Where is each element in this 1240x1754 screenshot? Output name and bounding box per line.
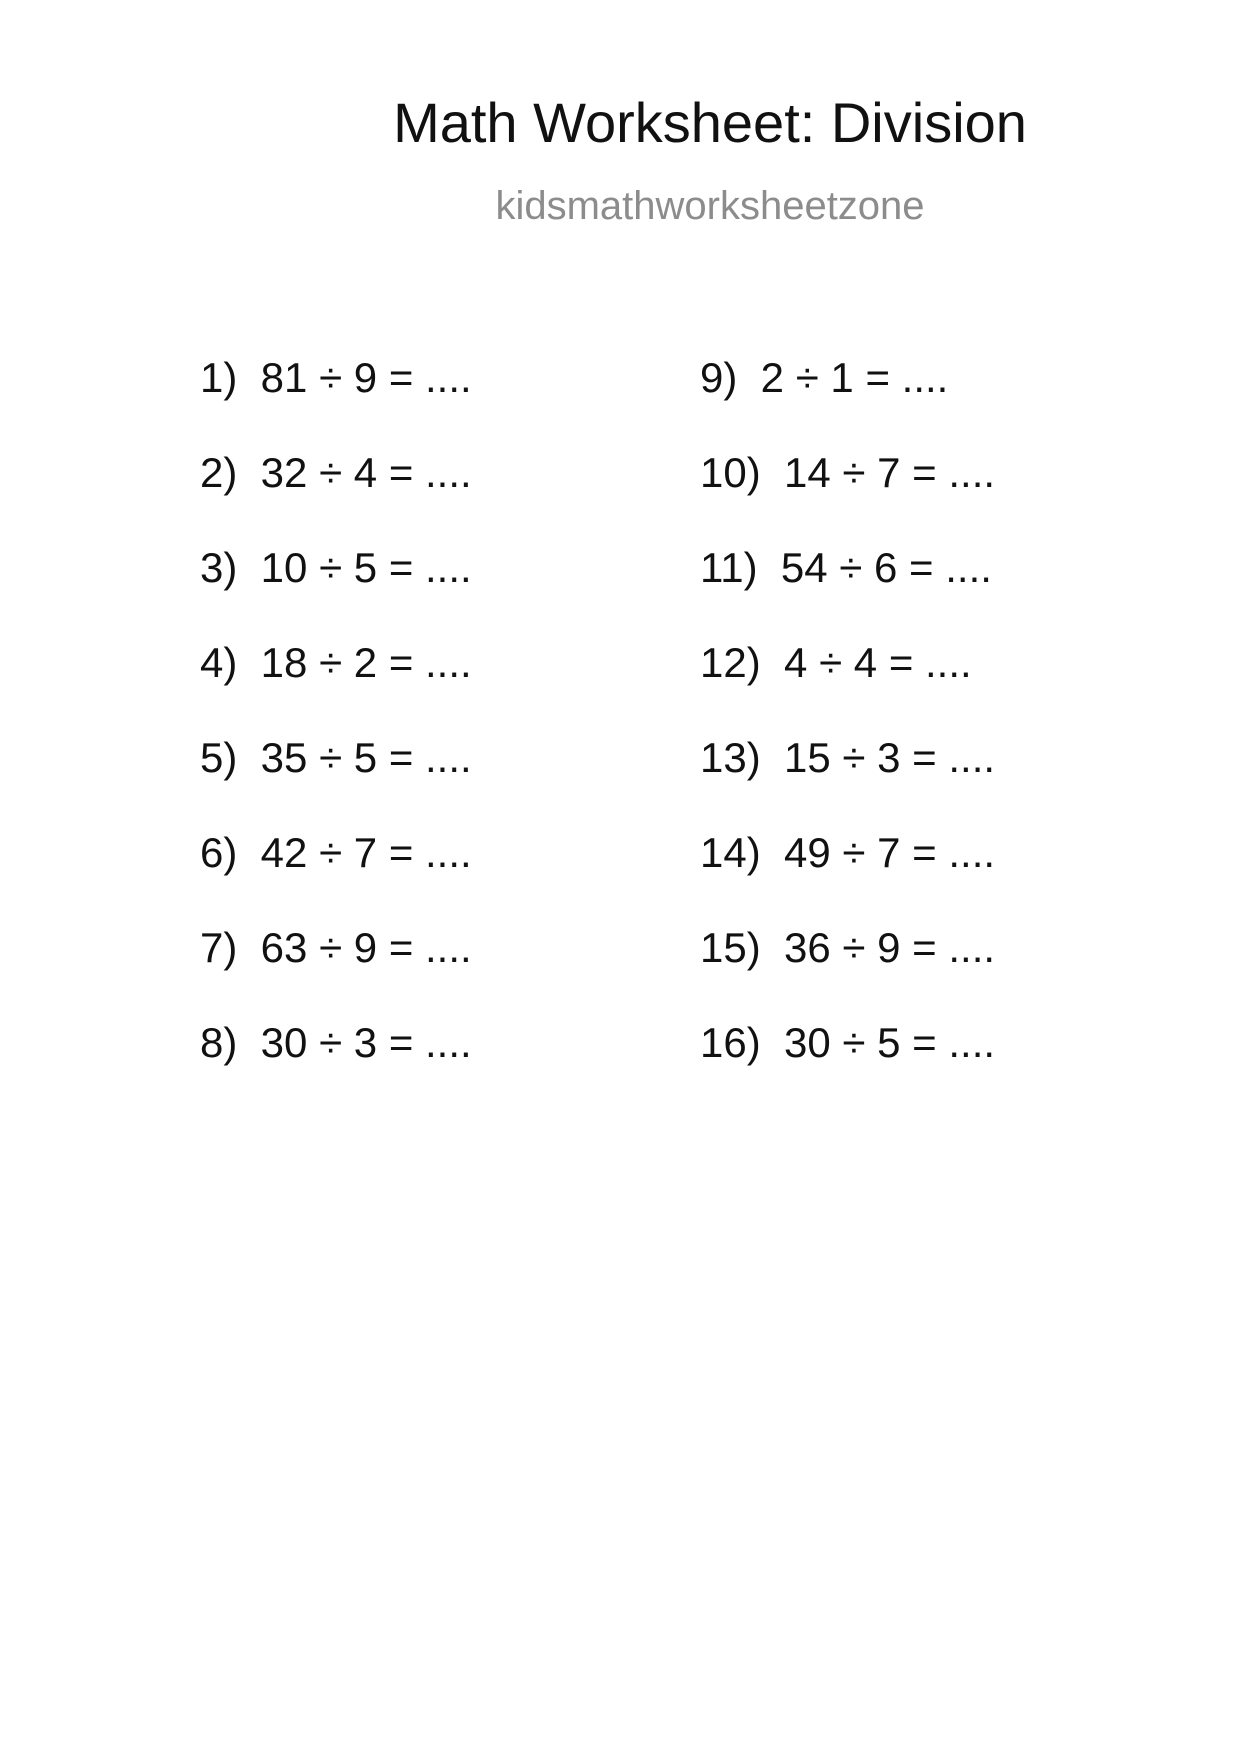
page-title: Math Worksheet: Division [393,91,1027,154]
problem-16: 16) 30 ÷ 5 = .... [700,1019,996,1066]
problem-2: 2) 32 ÷ 4 = .... [200,449,472,496]
problem-1: 1) 81 ÷ 9 = .... [200,354,472,401]
site-name: kidsmathworksheetzone [495,184,925,228]
problem-9: 9) 2 ÷ 1 = .... [700,354,949,401]
problem-4: 4) 18 ÷ 2 = .... [200,639,472,686]
problem-7: 7) 63 ÷ 9 = .... [200,924,472,971]
problem-5: 5) 35 ÷ 5 = .... [200,734,472,781]
problem-15: 15) 36 ÷ 9 = .... [700,924,996,971]
problem-8: 8) 30 ÷ 3 = .... [200,1019,472,1066]
problem-11: 11) 54 ÷ 6 = .... [700,544,992,591]
problem-14: 14) 49 ÷ 7 = .... [700,829,996,876]
problem-6: 6) 42 ÷ 7 = .... [200,829,472,876]
problem-3: 3) 10 ÷ 5 = .... [200,544,472,591]
problem-12: 12) 4 ÷ 4 = .... [700,639,972,686]
problem-10: 10) 14 ÷ 7 = .... [700,449,996,496]
problem-13: 13) 15 ÷ 3 = .... [700,734,996,781]
problem-column-left [200,354,472,1117]
problem-column-right [700,354,996,1117]
